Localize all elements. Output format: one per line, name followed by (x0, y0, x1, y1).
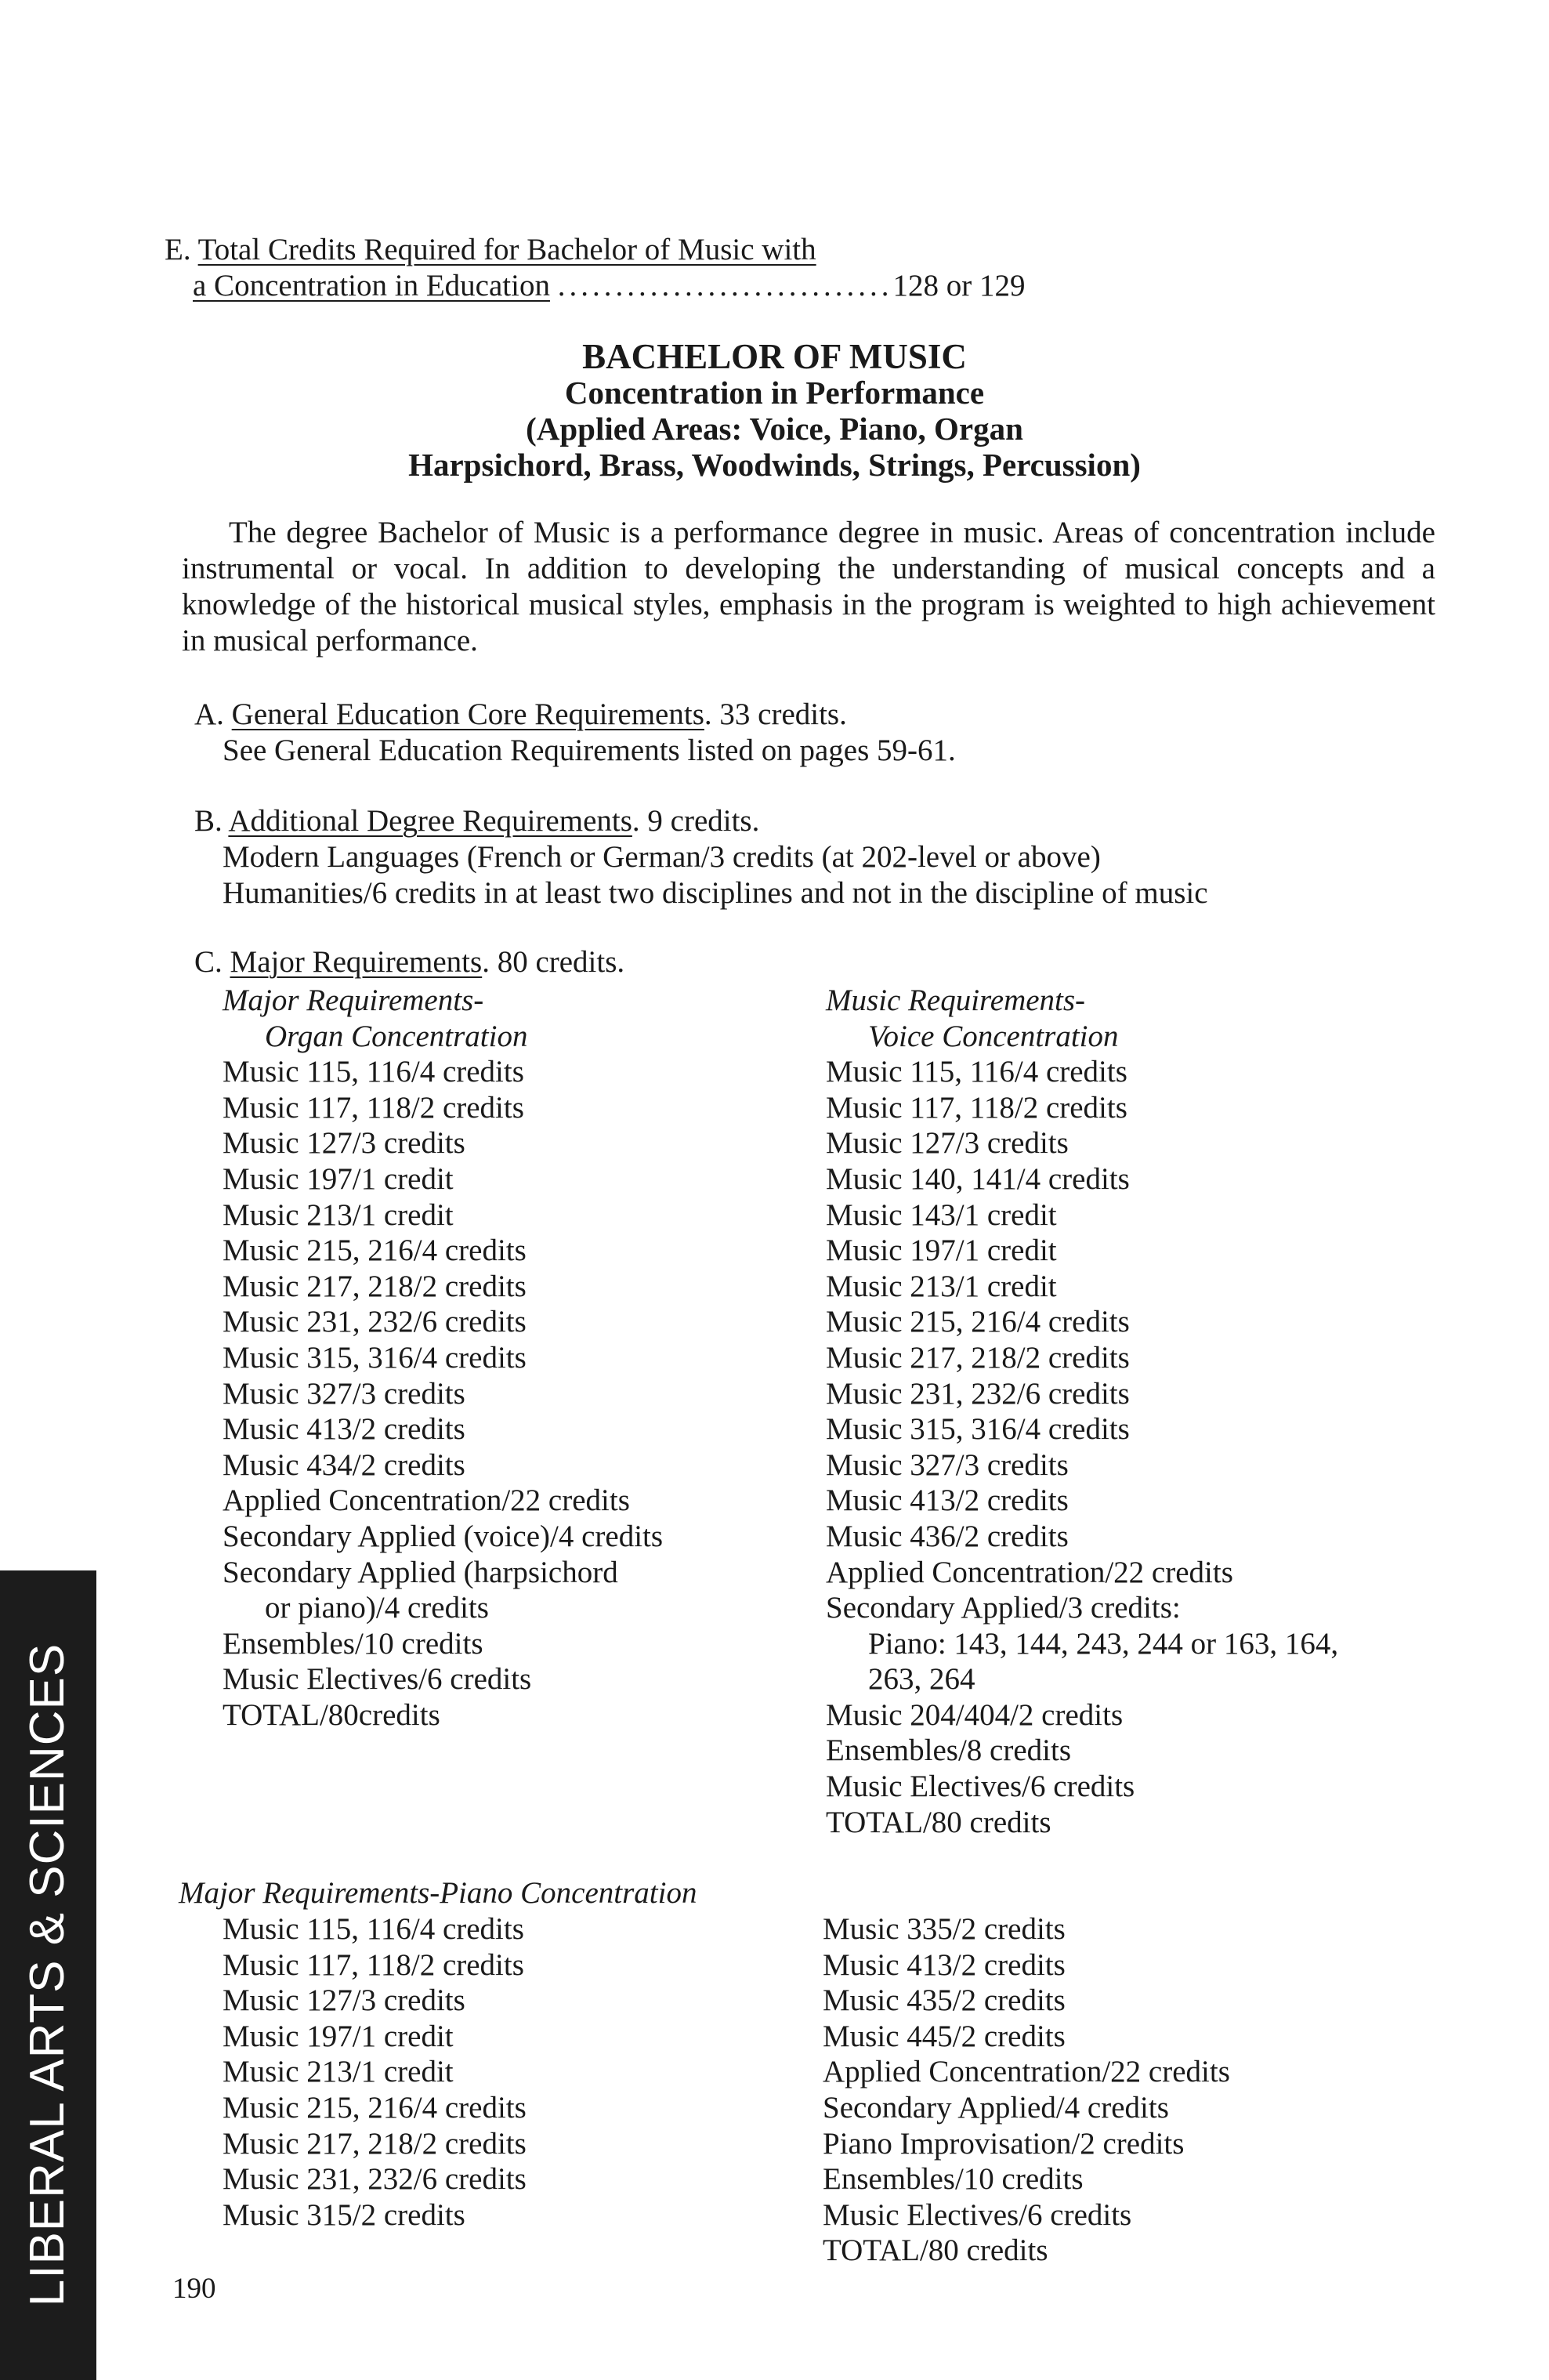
section-e-heading-line2: a Concentration in Education (193, 269, 550, 302)
list-item: Secondary Applied (voice)/4 credits (223, 1519, 664, 1553)
list-item: Secondary Applied/4 credits (823, 2090, 1169, 2125)
list-item: Music 115, 116/4 credits (826, 1055, 1127, 1089)
organ-requirements-list (223, 983, 663, 1733)
list-item: Music 215, 216/4 credits (223, 2090, 527, 2125)
list-item: Music 197/1 credit (223, 2019, 454, 2053)
list-item: TOTAL/80 credits (826, 1805, 1051, 1839)
requirement-b-humanities: Humanities/6 credits in at least two disciplines and not in the discipline of music (223, 876, 1208, 910)
list-item: Music 117, 118/2 credits (223, 1090, 524, 1125)
section-e (165, 232, 1025, 304)
list-item: Music 217, 218/2 credits (223, 2126, 527, 2161)
list-item: Music 117, 118/2 credits (826, 1090, 1127, 1125)
piano-heading: Major Requirements-Piano Concentration (179, 1876, 697, 1910)
degree-title-block (0, 339, 1549, 483)
list-item: Music 327/3 credits (223, 1376, 465, 1411)
list-item: Music 215, 216/4 credits (826, 1305, 1130, 1339)
list-item: Music 434/2 credits (223, 1447, 465, 1482)
list-item: or piano)/4 credits (265, 1591, 489, 1625)
list-item: Ensembles/10 credits (223, 1626, 483, 1661)
section-e-label: E. (165, 233, 191, 266)
requirement-a-credits: . 33 credits. (704, 697, 847, 731)
degree-subtitle: Concentration in Performance (564, 375, 985, 411)
requirement-a-label: A. (194, 697, 224, 731)
voice-heading-line2: Voice Concentration (868, 1019, 1119, 1053)
list-item: Applied Concentration/22 credits (826, 1555, 1233, 1589)
list-item: Music 213/1 credit (223, 1197, 454, 1232)
list-item: TOTAL/80credits (223, 1697, 440, 1732)
list-item: Music 435/2 credits (823, 1983, 1066, 2018)
list-item: Music 215, 216/4 credits (223, 1233, 527, 1268)
degree-areas-line2: Harpsichord, Brass, Woodwinds, Strings, Percussion) (408, 447, 1141, 483)
list-item: Music 115, 116/4 credits (223, 1912, 524, 1946)
requirement-b (194, 803, 1208, 911)
list-item: Music 315, 316/4 credits (826, 1412, 1130, 1447)
list-item: Music 117, 118/2 credits (223, 1947, 524, 1982)
list-item: Music 231, 232/6 credits (223, 2162, 527, 2197)
organ-heading-line1: Major Requirements- (223, 984, 484, 1017)
degree-title: BACHELOR OF MUSIC (582, 337, 967, 376)
list-item: Secondary Applied (harpsichord (223, 1555, 618, 1589)
requirement-b-credits: . 9 credits. (632, 804, 760, 838)
list-item: Music 204/404/2 credits (826, 1697, 1124, 1732)
list-item: Music Electives/6 credits (223, 1662, 532, 1697)
list-item: Secondary Applied/3 credits: (826, 1591, 1181, 1625)
list-item: Music Electives/6 credits (826, 1770, 1135, 1804)
voice-requirements-list (826, 983, 1338, 1840)
list-item: Music 413/2 credits (223, 1412, 465, 1447)
page-number: 190 (172, 2273, 216, 2305)
list-item: Music 413/2 credits (823, 1947, 1066, 1982)
piano-requirements-right-list (823, 1911, 1230, 2269)
requirement-b-heading: Additional Degree Requirements (228, 804, 632, 838)
list-item: Music 140, 141/4 credits (826, 1161, 1130, 1196)
requirement-a-note: See General Education Requirements listed on pages 59-61. (223, 734, 956, 767)
requirement-c-label: C. (194, 945, 223, 979)
list-item: Music 143/1 credit (826, 1197, 1057, 1232)
intro-paragraph: The degree Bachelor of Music is a performance degree in music. Areas of concentration include instrumental or vocal. In addition to developing the understanding of musical concepts and a knowledge of the historical musical styles, emphasis in the program is weighted to high achievement in musical performance. (182, 516, 1435, 657)
requirement-a (194, 697, 956, 769)
list-item: Music 213/1 credit (826, 1269, 1057, 1303)
leader-dots: ............................. (557, 269, 893, 302)
requirement-c (194, 944, 625, 980)
list-item: Music Electives/6 credits (823, 2197, 1132, 2232)
piano-requirements-heading (179, 1875, 697, 1911)
list-item: Music 127/3 credits (826, 1126, 1069, 1161)
piano-requirements-left-list (223, 1911, 527, 2233)
list-item: Music 413/2 credits (826, 1483, 1069, 1518)
list-item: Music 127/3 credits (223, 1983, 465, 2018)
list-item: Music 197/1 credit (826, 1233, 1057, 1268)
voice-heading-line1: Music Requirements- (826, 984, 1086, 1017)
section-sidebar-tab (0, 1570, 96, 2380)
sidebar-label: LIBERAL ARTS & SCIENCES (20, 1643, 74, 2307)
list-item: Applied Concentration/22 credits (223, 1483, 630, 1518)
list-item: Music 445/2 credits (823, 2019, 1066, 2053)
list-item: Applied Concentration/22 credits (823, 2055, 1230, 2089)
requirement-c-credits: . 80 credits. (482, 945, 625, 979)
requirement-b-label: B. (194, 804, 223, 838)
list-item: Music 217, 218/2 credits (223, 1269, 527, 1303)
list-item: TOTAL/80 credits (823, 2233, 1048, 2268)
requirement-a-heading: General Education Core Requirements (231, 697, 704, 731)
list-item: 263, 264 (868, 1662, 975, 1697)
requirement-c-heading: Major Requirements (230, 945, 483, 979)
section-e-heading-line1: Total Credits Required for Bachelor of Music with (197, 233, 816, 266)
list-item: Music 115, 116/4 credits (223, 1055, 524, 1089)
list-item: Piano: 143, 144, 243, 244 or 163, 164, (868, 1626, 1339, 1661)
list-item: Music 231, 232/6 credits (223, 1305, 527, 1339)
section-e-credits: 128 or 129 (892, 269, 1026, 302)
list-item: Music 213/1 credit (223, 2055, 454, 2089)
list-item: Music 231, 232/6 credits (826, 1376, 1130, 1411)
list-item: Music 315/2 credits (223, 2197, 465, 2232)
list-item: Music 436/2 credits (826, 1519, 1069, 1553)
list-item: Music 327/3 credits (826, 1447, 1069, 1482)
list-item: Piano Improvisation/2 credits (823, 2126, 1185, 2161)
list-item: Ensembles/10 credits (823, 2162, 1084, 2197)
list-item: Music 197/1 credit (223, 1161, 454, 1196)
list-item: Ensembles/8 credits (826, 1733, 1072, 1768)
requirement-b-languages: Modern Languages (French or German/3 credits (at 202-level or above) (223, 840, 1101, 874)
organ-heading-line2: Organ Concentration (265, 1019, 528, 1053)
list-item: Music 127/3 credits (223, 1126, 465, 1161)
degree-areas-line1: (Applied Areas: Voice, Piano, Organ (526, 411, 1023, 447)
list-item: Music 315, 316/4 credits (223, 1340, 527, 1375)
list-item: Music 335/2 credits (823, 1912, 1066, 1946)
list-item: Music 217, 218/2 credits (826, 1340, 1130, 1375)
